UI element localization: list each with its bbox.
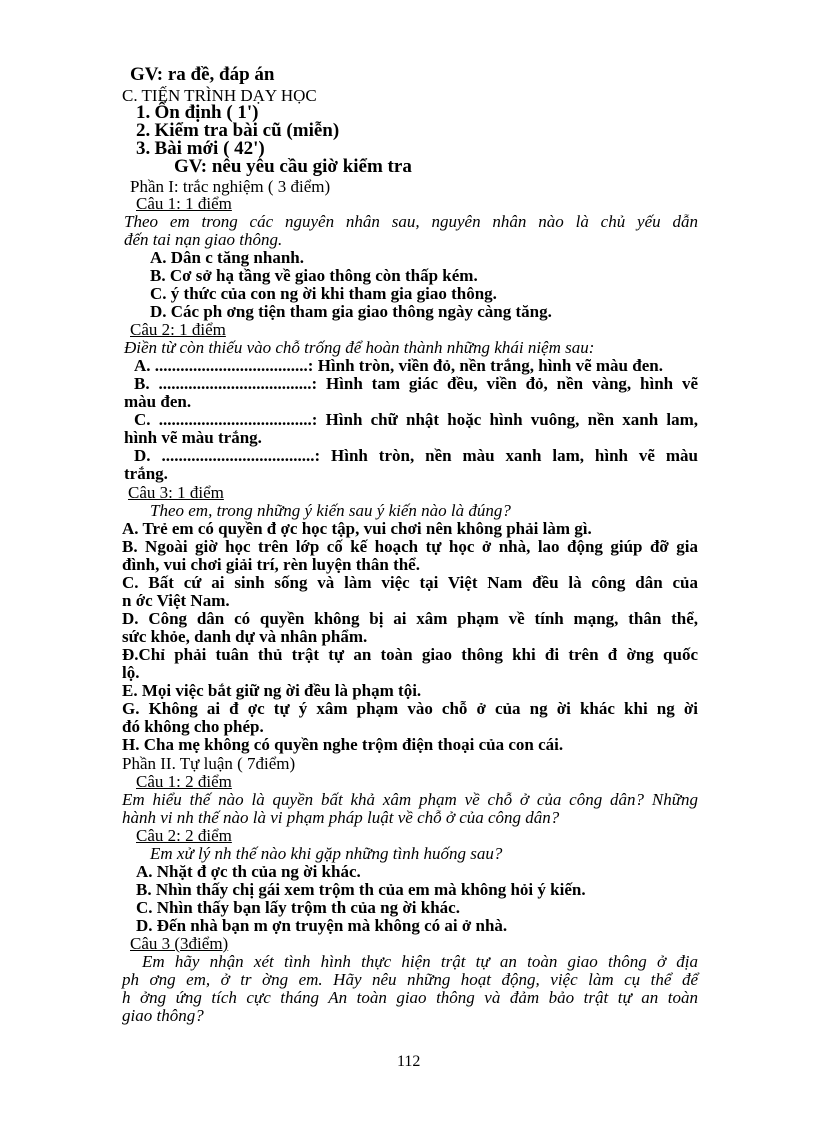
q2-prompt: Điền từ còn thiếu vào chỗ trống để hoàn thành những khái niệm sau: bbox=[124, 338, 595, 357]
essay-q1-label: Câu 1: 2 điểm bbox=[136, 772, 232, 791]
q1-label: Câu 1: 1 điểm bbox=[136, 194, 232, 213]
q3-option-dd-line2: lộ. bbox=[122, 663, 140, 682]
essay-q2-situation-d: D. Đến nhà bạn m ợn truyện mà không có ai ở nhà. bbox=[136, 916, 508, 935]
q3-label: Câu 3: 1 điểm bbox=[128, 483, 224, 502]
q3-option-h: H. Cha mẹ không có quyền nghe trộm điện thoại của con cái. bbox=[122, 735, 564, 754]
q3-option-c-line2: n ớc Việt Nam. bbox=[122, 591, 230, 610]
step-3-number: 3. bbox=[136, 138, 151, 159]
q1-prompt-line1: Theo em trong các nguyên nhân sau, nguyên nhân nào là chủ yếu dẫn bbox=[124, 212, 698, 231]
step-2-text: Kiểm tra bài cũ (miễn) bbox=[154, 120, 340, 141]
q3-option-e: E. Mọi việc bắt giữ ng ời đều là phạm tội. bbox=[122, 681, 422, 700]
q1-option-c: C. ý thức của con ng ời khi tham gia giao thông. bbox=[150, 284, 497, 303]
q3-prompt: Theo em, trong những ý kiến sau ý kiến nào là đúng? bbox=[150, 501, 511, 520]
q3-option-g-line1: G. Không ai đ ợc tự ý xâm phạm vào chỗ ở của ng ời khác khi ng ời bbox=[122, 699, 698, 718]
q3-option-b-line2: đình, vui chơi giải trí, rèn luyện thân thể. bbox=[122, 555, 420, 574]
q2-item-a: A. ....................................: Hình tròn, viền đỏ, nền trắng, hình vẽ màu đen. bbox=[134, 356, 663, 375]
gv-label: GV: bbox=[130, 64, 164, 85]
q3-option-c-line1: C. Bất cứ ai sinh sống và làm việc tại Việt Nam đều là công dân của bbox=[122, 573, 698, 592]
q3-option-d-line1: D. Công dân có quyền không bị ai xâm phạm về tính mạng, thân thể, bbox=[122, 609, 698, 628]
essay-q2-situation-b: B. Nhìn thấy chị gái xem trộm th của em mà không hỏi ý kiến. bbox=[136, 880, 586, 899]
q1-prompt-line2: đến tai nạn giao thông. bbox=[124, 230, 283, 249]
step-3-text: Bài mới ( 42') bbox=[154, 138, 265, 159]
gv-text: ra đề, đáp án bbox=[167, 64, 275, 85]
q2-label: Câu 2: 1 điểm bbox=[130, 320, 226, 339]
essay-q3-line4: giao thông? bbox=[122, 1006, 204, 1025]
gv-line bbox=[130, 66, 274, 84]
step-2-number: 2. bbox=[136, 120, 151, 141]
essay-q2-label: Câu 2: 2 điểm bbox=[136, 826, 232, 845]
gv-instruction: GV: nêu yêu cầu giờ kiểm tra bbox=[174, 156, 412, 177]
q1-option-a: A. Dân c tăng nhanh. bbox=[150, 248, 304, 267]
essay-q2-prompt: Em xử lý nh thế nào khi gặp những tình huống sau? bbox=[150, 844, 503, 863]
part1-title: Phần I: trắc nghiệm ( 3 điểm) bbox=[130, 177, 331, 196]
q2-item-c-line1: C. ....................................: Hình chữ nhật hoặc hình vuông, nền xanh lam, bbox=[134, 410, 698, 429]
essay-q3-label: Câu 3 (3điểm) bbox=[130, 934, 229, 953]
essay-q3-line1: Em hãy nhận xét tình hình thực hiện trật tự an toàn giao thông ở địa bbox=[142, 952, 698, 971]
q2-item-d-line2: trắng. bbox=[124, 464, 168, 483]
q3-option-g-line2: đó không cho phép. bbox=[122, 717, 264, 736]
step-1-text: Ổn định ( 1') bbox=[154, 102, 259, 123]
essay-q3-line2: ph ơng em, ở tr ờng em. Hãy nêu những hoạt động, việc làm cụ thể để bbox=[122, 970, 698, 989]
q2-item-d-line1: D. ....................................: Hình tròn, nền màu xanh lam, hình vẽ màu bbox=[134, 446, 698, 465]
section-c-heading: C. TIẾN TRÌNH DẠY HỌC bbox=[122, 86, 317, 105]
part2-title: Phần II. Tự luận ( 7điểm) bbox=[122, 754, 296, 773]
step-1-number: 1. bbox=[136, 102, 151, 123]
essay-q2-situation-a: A. Nhặt đ ợc th của ng ời khác. bbox=[136, 862, 361, 881]
q2-item-b-line1: B. ....................................: Hình tam giác đều, viền đỏ, nền vàng, hình vẽ bbox=[134, 374, 698, 393]
q1-option-b: B. Cơ sở hạ tầng về giao thông còn thấp kém. bbox=[150, 266, 478, 285]
q3-option-b-line1: B. Ngoài giờ học trên lớp cố kế hoạch tự học ở nhà, lao động giúp đỡ gia bbox=[122, 537, 698, 556]
essay-q3-line3: h ởng ứng tích cực tháng An toàn giao thông và đảm bảo trật tự an toàn bbox=[122, 988, 698, 1007]
q1-option-d: D. Các ph ơng tiện tham gia giao thông ngày càng tăng. bbox=[150, 302, 552, 321]
essay-q1-line1: Em hiểu thế nào là quyền bất khả xâm phạm về chỗ ở của công dân? Những bbox=[122, 790, 698, 809]
q2-item-b-line2: màu đen. bbox=[124, 392, 192, 411]
q3-option-d-line2: sức khỏe, danh dự và nhân phẩm. bbox=[122, 627, 368, 646]
q2-item-c-line2: hình vẽ màu trắng. bbox=[124, 428, 262, 447]
essay-q1-line2: hành vi nh thế nào là vi phạm pháp luật về chỗ ở của công dân? bbox=[122, 808, 560, 827]
essay-q2-situation-c: C. Nhìn thấy bạn lấy trộm th của ng ời khác. bbox=[136, 898, 460, 917]
page-number: 112 bbox=[397, 1053, 421, 1070]
q3-option-dd-line1: Đ.Chỉ phải tuân thủ trật tự an toàn giao thông khi đi trên đ ờng quốc bbox=[122, 645, 698, 664]
q3-option-a: A. Trẻ em có quyền đ ợc học tập, vui chơi nên không phải làm gì. bbox=[122, 519, 592, 538]
